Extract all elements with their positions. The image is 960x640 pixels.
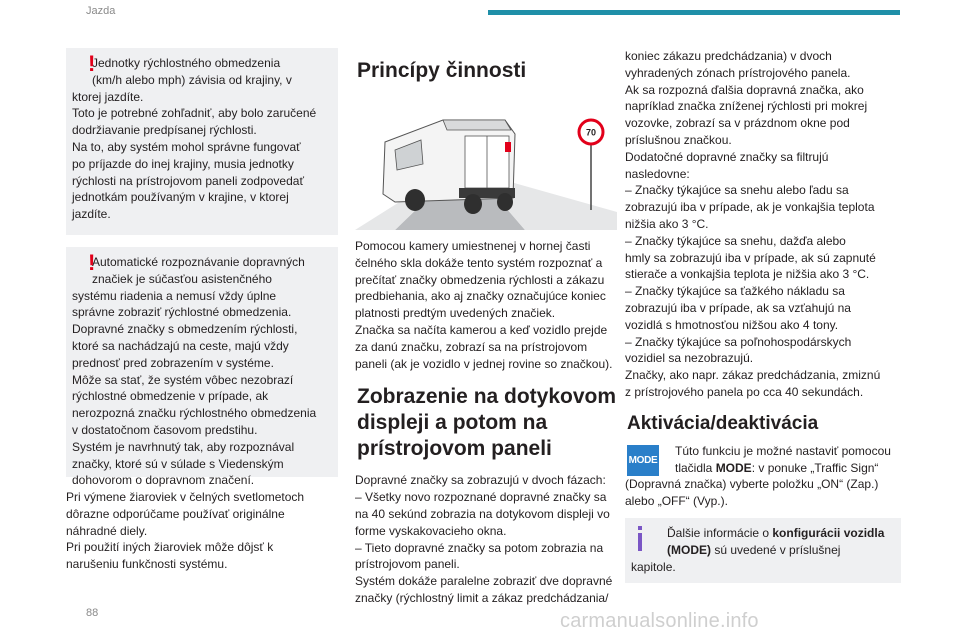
mode-instruction [625, 443, 901, 510]
paragraph-line: Ak sa rozpozná ďalšia dopravná značka, ako [625, 82, 864, 97]
paragraph-line: Dodatočné dopravné značky sa filtrujú [625, 149, 829, 164]
watermark: carmanualsonline.info [560, 610, 759, 632]
paragraph-line: vozovke, zobrazí sa v prázdnom okne pod [625, 116, 850, 131]
paragraph-line: nižšia ako 3 °C. [625, 216, 709, 231]
paragraph-line: Značka sa načíta kamerou a keď vozidlo prejde [355, 322, 608, 337]
header-accent-bar [488, 10, 900, 15]
paragraph-line: zobrazujú iba v prípade, ak je vonkajšia teplota [625, 200, 875, 215]
note-line: rýchlosti na prístrojovom paneli zodpovedať [72, 173, 304, 188]
paragraph-line: predbiehania, ako aj značky označujúce koniec [355, 289, 606, 304]
column-right [625, 48, 901, 583]
column-left [66, 48, 338, 573]
paragraph-line: Značky, ako napr. zákaz predchádzania, zmiznú [625, 368, 881, 383]
section-heading-principles: Princípy činnosti [357, 59, 527, 82]
page-number: 88 [86, 607, 99, 619]
paragraph-line: – Značky týkajúce sa snehu alebo ľadu sa [625, 183, 849, 198]
paragraph-line: nasledovne: [625, 166, 690, 181]
paragraph-line: príslušnou značkou. [625, 132, 732, 147]
paragraph-line: stierače a vonkajšia teplota je nižšia ako 3 °C. [625, 267, 870, 282]
paragraph-line: prečítať značky obmedzenia rýchlosti a zákazu [355, 272, 605, 287]
note-line: nerozpozná značku rýchlostného obmedzenia [72, 406, 317, 421]
paragraph-line: paneli (ak je vozidlo v jednej rovine so značkou). [355, 356, 613, 371]
note-line: správne zobraziť rýchlostné obmedzenia. [72, 305, 292, 320]
paragraph-line: značky (rýchlostný limit a zákaz predchádzania/ [355, 590, 609, 605]
note-line: dohovorom o dopravnom značení. [72, 473, 255, 488]
paragraph-line: platnosti predtým uvedených značiek. [355, 306, 556, 321]
paragraph-line: Pomocou kamery umiestnenej v hornej časti [355, 239, 591, 253]
warning-note-recognition [66, 247, 338, 488]
note-line: jazdíte. [72, 207, 111, 222]
paragraph-line: vyhradených zónach prístrojového panela. [625, 65, 851, 80]
note-line: (km/h alebo mph) závisia od krajiny, v [92, 72, 292, 87]
paragraph-line: Pri výmene žiaroviek v čelných svetlometoch [66, 490, 305, 504]
paragraph-camera [355, 238, 617, 372]
note-line: Automatické rozpoznávanie dopravných [92, 255, 305, 269]
column-middle [355, 48, 617, 607]
paragraph-line: tlačidla MODE: v ponuke „Traffic Sign“ [675, 460, 879, 475]
paragraph-line: čelného skla dokáže tento systém rozpoznať a [355, 255, 603, 270]
paragraph-line: – Všetky novo rozpoznané dopravné značky sa [355, 490, 607, 505]
note-line: Systém je navrhnutý tak, aby rozpoznával [72, 439, 295, 454]
note-line: Môže sa stať, že systém vôbec nezobrazí [72, 372, 294, 387]
section-heading-display: Zobrazenie na dotykovom displeji a potom na prístrojovom paneli [357, 385, 617, 461]
note-line: ktoré sa nachádzajú na ceste, majú vždy [72, 338, 289, 353]
paragraph-line: vozidiel sa nezobrazujú. [625, 351, 754, 366]
note-line: Dopravné značky s obmedzením rýchlosti, [72, 322, 298, 337]
note-line: (MODE) sú uvedené v príslušnej [667, 542, 841, 557]
note-line: rýchlostné obmedzenie v prípade, ak [72, 389, 269, 404]
note-line: jednotkám používaným v krajine, v ktorej [72, 190, 289, 205]
section-heading-activation: Aktivácia/deaktivácia [627, 412, 819, 434]
note-line: kapitole. [631, 559, 676, 574]
note-line: po príjazde do inej krajiny, musia jednotky [72, 156, 294, 171]
note-line: ktorej jazdíte. [72, 89, 144, 104]
note-line: značiek je súčasťou asistenčného [92, 271, 272, 286]
paragraph-display-phases [355, 472, 617, 606]
paragraph-line: na 40 sekúnd zobrazia na dotykovom displeji vo [355, 506, 610, 521]
note-line: Na to, aby systém mohol správne fungovať [72, 139, 301, 154]
warning-icon: ! [88, 250, 96, 275]
paragraph-line: Systém dokáže paralelne zobraziť dve dopravné [355, 574, 613, 589]
paragraph-line: – Tieto dopravné značky sa potom zobrazia na [355, 540, 604, 555]
paragraph-line: náhradné diely. [66, 523, 148, 538]
speed-sign-value: 70 [585, 127, 597, 138]
paragraph-bulbs [66, 489, 338, 573]
paragraph-line: prístrojovom paneli. [355, 557, 460, 572]
paragraph-line: hmly sa zobrazujú iba v prípade, ak sú zapnuté [625, 250, 876, 265]
paragraph-line: napríklad značka zníženej rýchlosti pri mokrej [625, 99, 868, 114]
paragraph-line: Pri použití iných žiaroviek môže dôjsť k [66, 540, 274, 555]
note-line: Toto je potrebné zohľadniť, aby bolo zaručené [72, 106, 317, 121]
paragraph-line: – Značky týkajúce sa poľnohospodárskych [625, 334, 852, 349]
note-line: v dostatočnom časovom predstihu. [72, 422, 258, 437]
note-line: Ďalšie informácie o konfigurácii vozidla [667, 525, 885, 540]
paragraph-line: zobrazujú iba v prípade, ak sa vzťahujú na [625, 300, 851, 315]
paragraph-line: vozidlá s hmotnosťou nižšou ako 4 tony. [625, 317, 839, 332]
paragraph-line: za danú značku, zobrazí sa na prístrojovom [355, 339, 588, 354]
warning-note-units [66, 48, 338, 235]
note-line: prednosť pred zobrazením v systéme. [72, 355, 274, 370]
van-road-sign-illustration [355, 102, 617, 230]
header-section-label: Jazda [86, 5, 116, 17]
note-line: Jednotky rýchlostného obmedzenia [92, 56, 281, 70]
paragraph-line: z prístrojového panela po cca 40 sekundách. [625, 384, 864, 399]
note-line: dodržiavanie predpísanej rýchlosti. [72, 123, 257, 138]
paragraph-line: (Dopravná značka) vyberte položku „ON“ (Zap.) [625, 477, 879, 492]
paragraph-line: forme vyskakovacieho okna. [355, 523, 507, 538]
paragraph-line: Túto funkciu je možné nastaviť pomocou [675, 443, 891, 458]
paragraph-line: dôrazne odporúčame používať originálne [66, 506, 285, 521]
paragraph-line: alebo „OFF“ (Vyp.). [625, 494, 728, 509]
paragraph-additional-signs [625, 48, 901, 401]
paragraph-line: narušeniu funkčnosti systému. [66, 557, 228, 572]
paragraph-line: Dopravné značky sa zobrazujú v dvoch fázach: [355, 473, 606, 488]
note-line: systému riadenia a nemusí vždy úplne [72, 288, 277, 303]
note-line: značky, ktoré sú v súlade s Viedenským [72, 456, 284, 471]
info-note-vehicle-config [625, 518, 901, 583]
warning-icon: ! [88, 51, 96, 76]
paragraph-line: koniec zákazu predchádzania) v dvoch [625, 49, 832, 63]
paragraph-line: – Značky týkajúce sa snehu, dažďa alebo [625, 233, 846, 248]
mode-button-icon: MODE [627, 445, 659, 476]
paragraph-line: – Značky týkajúce sa ťažkého nákladu sa [625, 284, 845, 299]
info-icon [635, 526, 645, 554]
